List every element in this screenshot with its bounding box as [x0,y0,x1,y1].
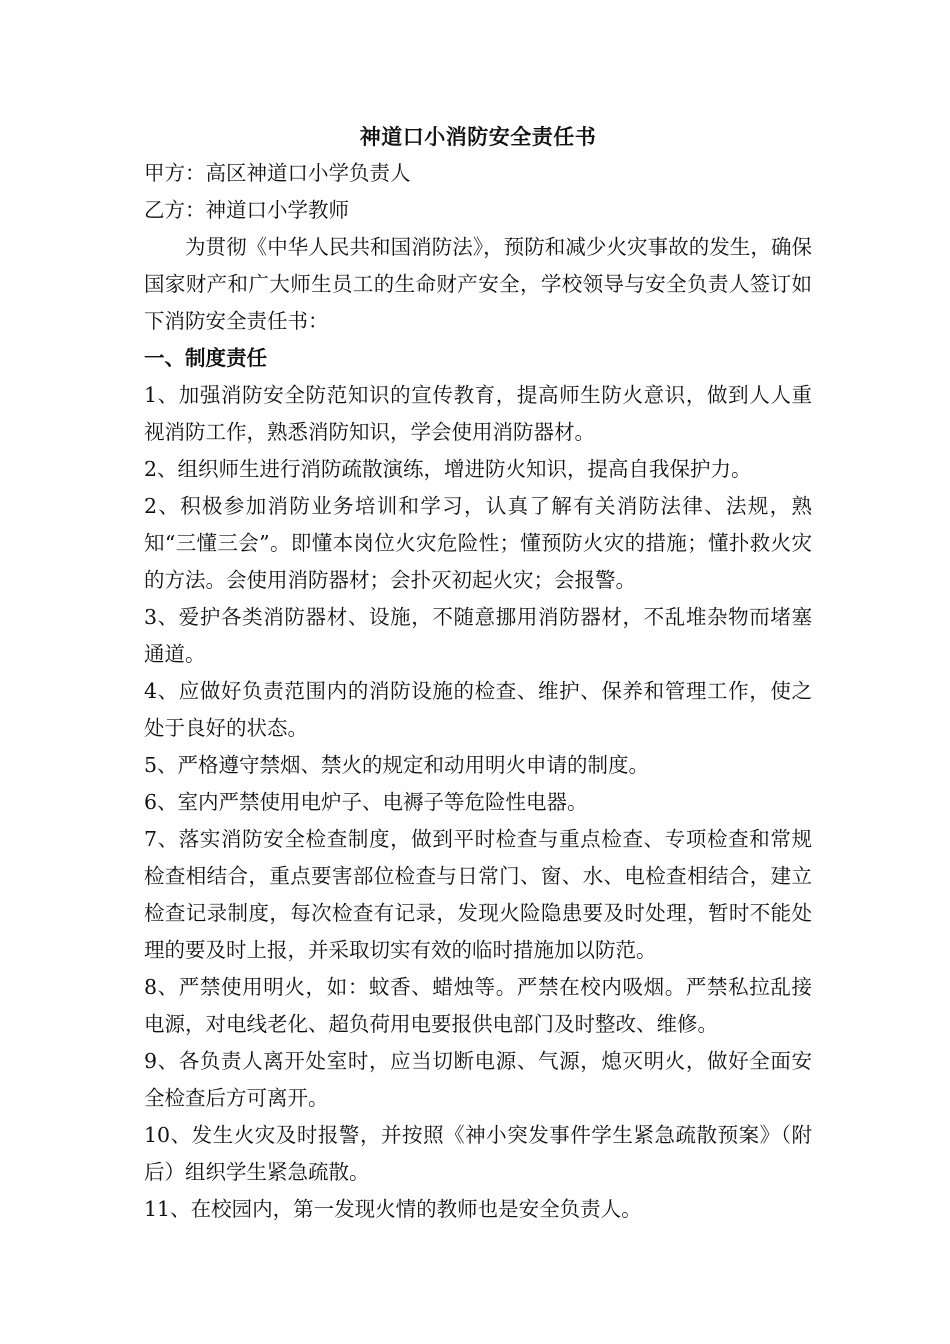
list-item: 2、组织师生进行消防疏散演练，增进防火知识，提高自我保护力。 [144,457,752,481]
list-item: 8、严禁使用明火，如：蚊香、蜡烛等。严禁在校内吸烟。严禁私拉乱接电源，对电线老化、超负荷用电要报供电部门及时整改、维修。 [144,975,812,1036]
list-item: 2、积极参加消防业务培训和学习，认真了解有关消防法律、法规，熟知“三懂三会”。即懂本岗位火灾危险性；懂预防火灾的措施；懂扑救火灾的方法。会使用消防器材；会扑灭初起火灾；会报警。 [144,494,812,592]
list-item: 11、在校园内，第一发现火情的教师也是安全负责人。 [144,1197,642,1221]
list-item: 9、各负责人离开处室时，应当切断电源、气源，熄灭明火，做好全面安全检查后方可离开。 [144,1049,812,1110]
party-b: 乙方：神道口小学教师 [144,198,349,222]
list-item: 1、加强消防安全防范知识的宣传教育，提高师生防火意识，做到人人重视消防工作，熟悉消防知识，学会使用消防器材。 [144,383,812,444]
list-item: 5、严格遵守禁烟、禁火的规定和动用明火申请的制度。 [144,753,650,777]
list-item: 3、爱护各类消防器材、设施，不随意挪用消防器材，不乱堆杂物而堵塞通道。 [144,605,812,666]
list-item: 7、落实消防安全检查制度，做到平时检查与重点检查、专项检查和常规检查相结合，重点要害部位检查与日常门、窗、水、电检查相结合，建立检查记录制度，每次检查有记录，发现火险隐患要及时处理，暂时不能处理的要及时上报，并采取切实有效的临时措施加以防范。 [144,827,812,962]
list-item: 4、应做好负责范围内的消防设施的检查、维护、保养和管理工作，使之处于良好的状态。 [144,679,812,740]
document-title: 神道口小消防安全责任书 [359,124,597,149]
document-body [144,118,812,1228]
list-item: 10、发生火灾及时报警，并按照《神小突发事件学生紧急疏散预案》（附后）组织学生紧急疏散。 [144,1123,812,1184]
party-a: 甲方：高区神道口小学负责人 [144,161,411,185]
section-heading-system-responsibility: 一、制度责任 [144,346,267,370]
intro-paragraph: 为贯彻《中华人民共和国消防法》，预防和减少火灾事故的发生，确保国家财产和广大师生员工的生命财产安全，学校领导与安全负责人签订如下消防安全责任书： [144,235,812,333]
list-item: 6、室内严禁使用电炉子、电褥子等危险性电器。 [144,790,588,814]
